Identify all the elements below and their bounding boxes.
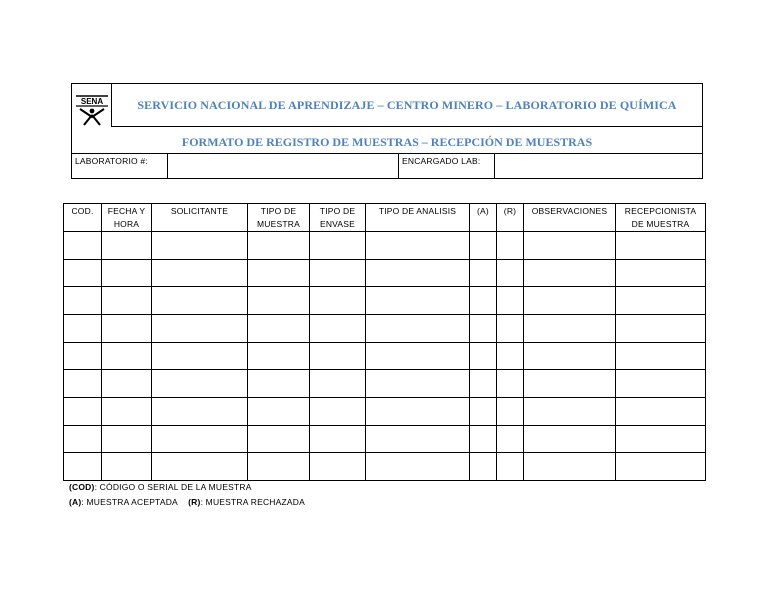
table-cell[interactable]: [524, 425, 616, 453]
table-cell[interactable]: [524, 342, 616, 370]
table-cell[interactable]: [470, 259, 497, 287]
table-cell[interactable]: [366, 370, 470, 398]
table-cell[interactable]: [366, 314, 470, 342]
table-cell[interactable]: [366, 397, 470, 425]
table-cell[interactable]: [102, 425, 152, 453]
note-a-key: (A): [69, 497, 82, 507]
table-body: [64, 232, 706, 481]
table-cell[interactable]: [102, 370, 152, 398]
logo-text: SENA: [80, 97, 104, 106]
table-cell[interactable]: [524, 370, 616, 398]
table-cell[interactable]: [470, 314, 497, 342]
table-cell[interactable]: [248, 453, 310, 481]
table-cell[interactable]: [497, 259, 524, 287]
column-header-text: OBSERVACIONES: [531, 206, 608, 216]
note-accepted-rejected: [69, 497, 305, 507]
table-cell[interactable]: [64, 232, 102, 260]
table-cell[interactable]: [497, 370, 524, 398]
encargado-field[interactable]: [495, 154, 702, 178]
table-cell[interactable]: [524, 397, 616, 425]
sena-logo-icon: [72, 84, 112, 127]
table-cell[interactable]: [310, 370, 366, 398]
table-cell[interactable]: [64, 342, 102, 370]
column-header: [470, 204, 497, 232]
table-cell[interactable]: [497, 314, 524, 342]
encargado-label: ENCARGADO LAB:: [399, 154, 495, 178]
column-header-text: HORA: [113, 219, 140, 229]
table-cell[interactable]: [524, 232, 616, 260]
column-header-text: TIPO DE ANALISIS: [378, 206, 457, 216]
table-header-row: [64, 204, 706, 232]
header-box: [71, 83, 703, 179]
table-cell[interactable]: [248, 397, 310, 425]
note-cod: [69, 482, 252, 492]
table-row: [64, 314, 706, 342]
laboratorio-label: LABORATORIO #:: [72, 154, 168, 178]
samples-table: [63, 203, 706, 481]
table-cell[interactable]: [366, 453, 470, 481]
column-header-text: FECHA Y: [107, 206, 146, 216]
column-header-text: TIPO DE: [260, 206, 297, 216]
table-cell[interactable]: [248, 314, 310, 342]
table-cell[interactable]: [366, 259, 470, 287]
table-cell[interactable]: [524, 453, 616, 481]
table-cell[interactable]: [497, 453, 524, 481]
table-cell[interactable]: [102, 453, 152, 481]
table-row: [64, 287, 706, 315]
table-cell[interactable]: [102, 287, 152, 315]
table-cell[interactable]: [102, 232, 152, 260]
table-cell[interactable]: [616, 342, 706, 370]
table-cell[interactable]: [310, 397, 366, 425]
table-row: [64, 370, 706, 398]
table-cell[interactable]: [152, 370, 248, 398]
column-header: [366, 204, 470, 232]
table-cell[interactable]: [616, 287, 706, 315]
table-cell[interactable]: [497, 232, 524, 260]
table-cell[interactable]: [470, 232, 497, 260]
table-cell[interactable]: [64, 397, 102, 425]
note-cod-text: : CÓDIGO O SERIAL DE LA MUESTRA: [94, 482, 252, 492]
table-cell[interactable]: [310, 287, 366, 315]
table-cell[interactable]: [310, 425, 366, 453]
column-header: [248, 204, 310, 232]
table-cell[interactable]: [64, 453, 102, 481]
table-cell[interactable]: [616, 259, 706, 287]
note-cod-key: (COD): [69, 482, 95, 492]
column-header: [497, 204, 524, 232]
lab-info-row: [72, 154, 702, 178]
table-cell[interactable]: [616, 397, 706, 425]
table-cell[interactable]: [616, 232, 706, 260]
table-row: [64, 425, 706, 453]
table-cell[interactable]: [102, 259, 152, 287]
table-cell[interactable]: [524, 287, 616, 315]
column-header: [524, 204, 616, 232]
column-header-text: DE MUESTRA: [631, 219, 690, 229]
table-cell[interactable]: [470, 370, 497, 398]
table-cell[interactable]: [497, 397, 524, 425]
form-title-institution: SERVICIO NACIONAL DE APRENDIZAJE – CENTRO MINERO – LABORATORIO DE QUÍMICA: [112, 84, 702, 127]
table-cell[interactable]: [152, 425, 248, 453]
column-header-text: ENVASE: [319, 219, 356, 229]
table-cell[interactable]: [102, 314, 152, 342]
table-cell[interactable]: [152, 342, 248, 370]
column-header: [616, 204, 706, 232]
note-r-text: : MUESTRA RECHAZADA: [200, 497, 305, 507]
table-cell[interactable]: [64, 425, 102, 453]
table-cell[interactable]: [470, 453, 497, 481]
table-cell[interactable]: [497, 425, 524, 453]
table-cell[interactable]: [64, 259, 102, 287]
table-cell[interactable]: [102, 342, 152, 370]
table-cell[interactable]: [524, 259, 616, 287]
table-cell[interactable]: [64, 370, 102, 398]
table-cell[interactable]: [497, 287, 524, 315]
table-cell[interactable]: [366, 342, 470, 370]
column-header: [64, 204, 102, 232]
column-header-text: (A): [477, 206, 489, 216]
table-cell[interactable]: [616, 314, 706, 342]
table-cell[interactable]: [152, 232, 248, 260]
table-cell[interactable]: [366, 425, 470, 453]
table-cell[interactable]: [616, 370, 706, 398]
table-cell[interactable]: [102, 397, 152, 425]
logo-cell: [72, 84, 112, 127]
table-cell[interactable]: [248, 232, 310, 260]
table-cell[interactable]: [248, 342, 310, 370]
table-cell[interactable]: [470, 287, 497, 315]
table-cell[interactable]: [310, 232, 366, 260]
column-header-text: COD.: [71, 206, 94, 216]
column-header: [152, 204, 248, 232]
column-header-text: MUESTRA: [257, 219, 300, 229]
table-cell[interactable]: [152, 397, 248, 425]
table-cell[interactable]: [497, 342, 524, 370]
table-cell[interactable]: [366, 232, 470, 260]
note-r-key: (R): [188, 497, 201, 507]
table-row: [64, 232, 706, 260]
table-cell[interactable]: [152, 259, 248, 287]
table-cell[interactable]: [248, 259, 310, 287]
table-cell[interactable]: [310, 453, 366, 481]
table-cell[interactable]: [310, 342, 366, 370]
table-cell[interactable]: [616, 425, 706, 453]
table-cell[interactable]: [64, 314, 102, 342]
table-cell[interactable]: [470, 342, 497, 370]
table-cell[interactable]: [470, 425, 497, 453]
column-header: [310, 204, 366, 232]
table-row: [64, 259, 706, 287]
table-cell[interactable]: [152, 287, 248, 315]
column-header-text: TIPO DE: [319, 206, 356, 216]
table-cell[interactable]: [248, 287, 310, 315]
table-cell[interactable]: [64, 287, 102, 315]
table-cell[interactable]: [310, 314, 366, 342]
table-row: [64, 397, 706, 425]
table-row: [64, 453, 706, 481]
form-title-format: FORMATO DE REGISTRO DE MUESTRAS – RECEPCIÓN DE MUESTRAS: [72, 127, 702, 154]
column-header-text: (R): [503, 206, 517, 216]
table-cell[interactable]: [366, 287, 470, 315]
laboratorio-field[interactable]: [168, 154, 399, 178]
table-cell[interactable]: [248, 370, 310, 398]
table-cell[interactable]: [152, 314, 248, 342]
column-header-text: RECEPCIONISTA: [624, 206, 697, 216]
table-cell[interactable]: [524, 314, 616, 342]
column-header: [102, 204, 152, 232]
table-cell[interactable]: [310, 259, 366, 287]
column-header-text: SOLICITANTE: [170, 206, 229, 216]
table-cell[interactable]: [616, 453, 706, 481]
table-cell[interactable]: [470, 397, 497, 425]
table-cell[interactable]: [152, 453, 248, 481]
table-row: [64, 342, 706, 370]
note-a-text: : MUESTRA ACEPTADA: [81, 497, 178, 507]
table-cell[interactable]: [248, 425, 310, 453]
